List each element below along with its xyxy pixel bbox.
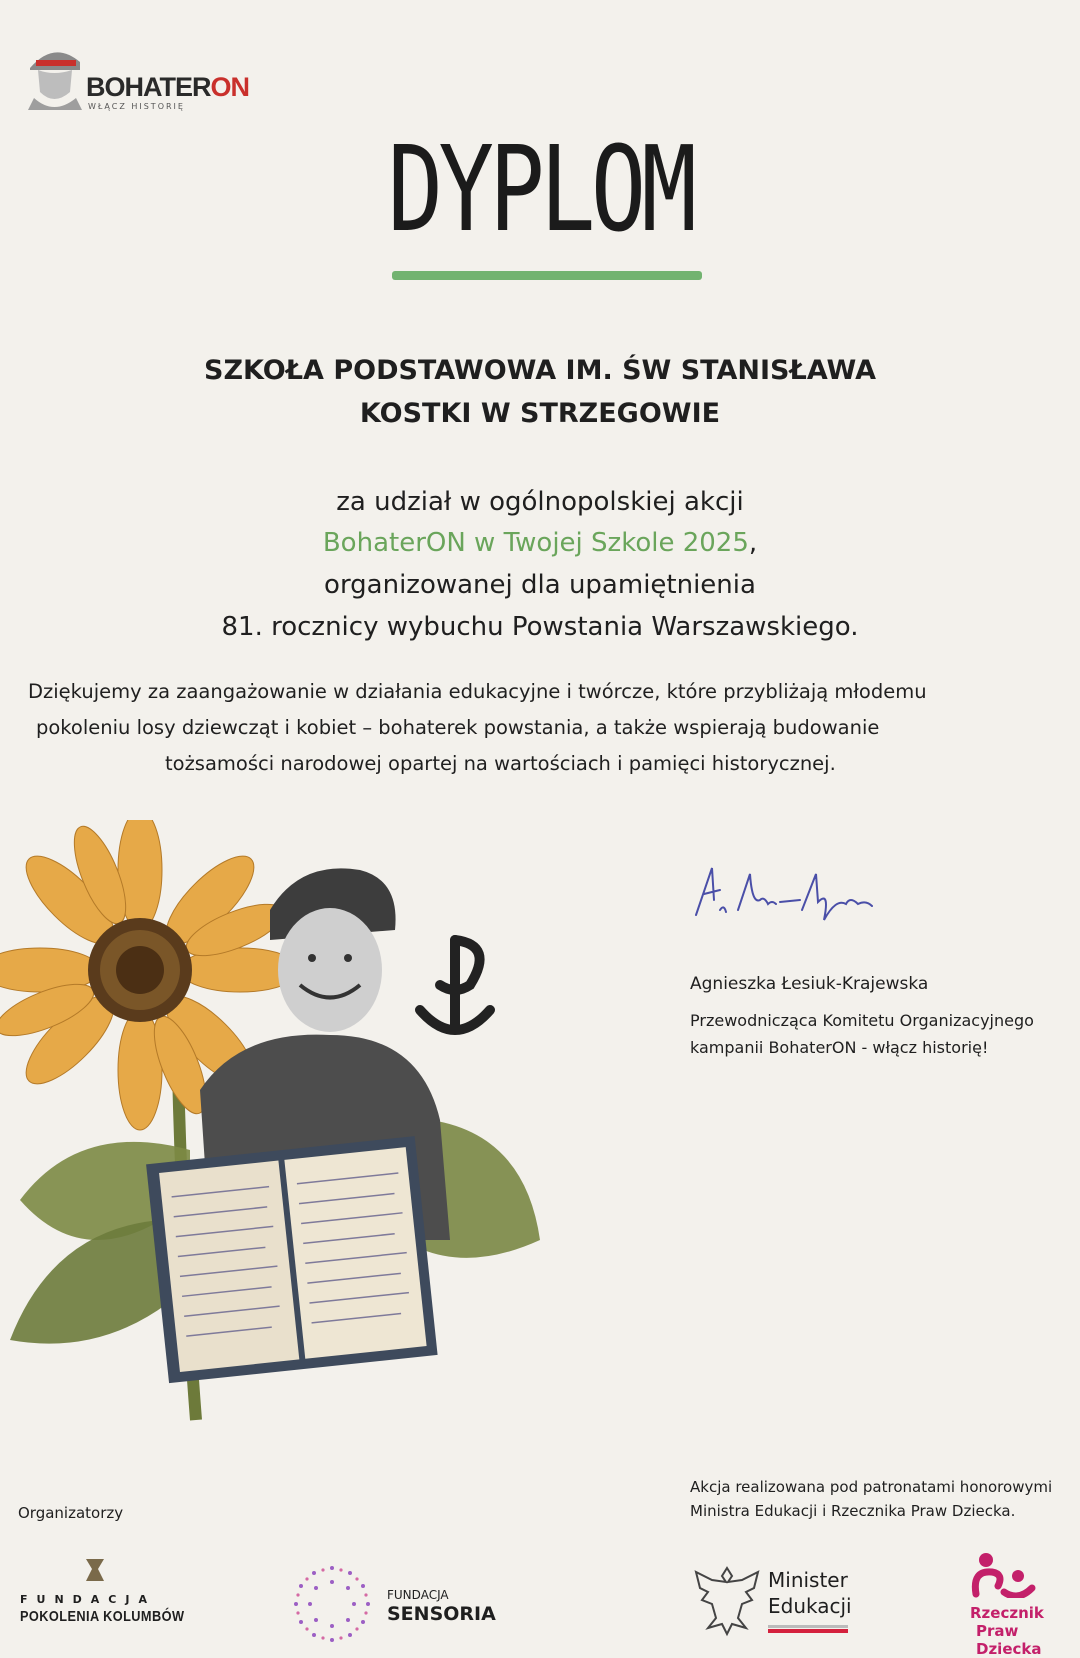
- polish-eagle-icon: [692, 1562, 762, 1638]
- logo-tagline: WŁĄCZ HISTORIĘ: [88, 102, 185, 111]
- award-line3: organizowanej dla upamiętnienia: [324, 570, 756, 600]
- flag-stripe-icon: [768, 1625, 848, 1633]
- kotwica-icon: [420, 940, 490, 1030]
- minister-label-line2: Edukacji: [768, 1594, 852, 1618]
- rpd-label-line2: Praw Dziecka: [976, 1622, 1042, 1658]
- award-line4: 81. rocznicy wybuchu Powstania Warszawskiego.: [221, 612, 859, 642]
- sensoria-logo-icon: [290, 1562, 374, 1646]
- kolumbow-name: POKOLENIA KOLUMBÓW: [20, 1608, 185, 1625]
- thanks-line3: tożsamości narodowej opartej na wartościach i pamięci historycznej.: [165, 752, 836, 775]
- thanks-line1: Dziękujemy za zaangażowanie w działania edukacyjne i twórcze, które przybliżają młodemu: [28, 680, 927, 703]
- rpd-label-line1: Rzecznik: [970, 1604, 1044, 1622]
- notebook-image: [146, 1136, 438, 1383]
- patronage-line1: Akcja realizowana pod patronatami honorowymi: [690, 1478, 1053, 1496]
- logo-wordmark: BOHATERON: [86, 72, 249, 102]
- sensoria-foundation-label: FUNDACJA: [387, 1588, 449, 1602]
- minister-label-line1: Minister: [768, 1568, 848, 1592]
- patronage-line2: Ministra Edukacji i Rzecznika Praw Dziecka.: [690, 1502, 1016, 1520]
- kolumbow-foundation-label: FUNDACJA: [20, 1593, 156, 1606]
- sunflower-illustration: [0, 820, 560, 1440]
- diploma-title: DYPLOM: [387, 120, 693, 258]
- award-line1: za udział w ogólnopolskiej akcji: [336, 487, 744, 517]
- sensoria-name: SENSORIA: [387, 1603, 496, 1625]
- title-underline: [392, 271, 702, 280]
- campaign-name: BohaterON w Twojej Szkole 2025: [322, 528, 749, 558]
- campaign-comma: ,: [748, 528, 758, 558]
- award-campaign: [0, 528, 1080, 558]
- rpd-logo-icon: [970, 1552, 1040, 1598]
- signer-role-line1: Przewodnicząca Komitetu Organizacyjnego: [690, 1011, 1034, 1030]
- school-name-line1: SZKOŁA PODSTAWOWA IM. ŚW STANISŁAWA: [204, 355, 876, 386]
- signer-role-line2: kampanii BohaterON - włącz historię!: [690, 1038, 989, 1057]
- thanks-line2: pokoleniu losy dziewcząt i kobiet – bohaterek powstania, a także wspierają budowanie: [36, 716, 880, 739]
- organizers-label: Organizatorzy: [18, 1504, 124, 1522]
- signature-image: [690, 860, 890, 930]
- school-name-line2: KOSTKI W STRZEGOWIE: [359, 398, 721, 429]
- kolumbow-logo-icon: [80, 1555, 110, 1585]
- signer-name: Agnieszka Łesiuk-Krajewska: [690, 974, 929, 994]
